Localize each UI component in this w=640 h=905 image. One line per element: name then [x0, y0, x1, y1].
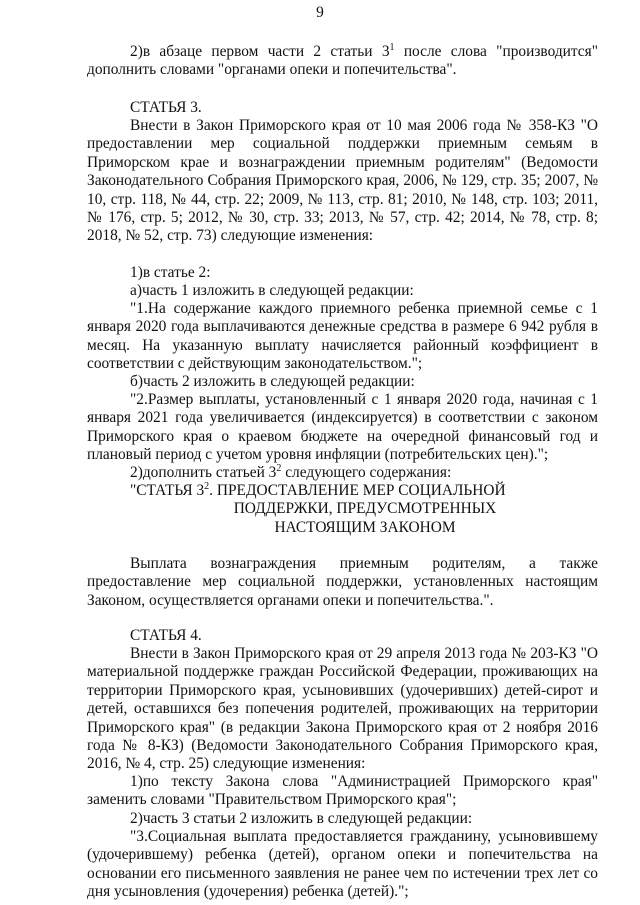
amendment-text: 2)в абзаце первом части 2 статьи $3^1$ после слова "производится" дополнить словами "органами опеки и попечительства". — [87, 42, 598, 79]
amendment-paragraph — [87, 43, 598, 80]
article-3-item-1b: б)часть 2 изложить в следующей редакции: — [130, 373, 415, 390]
article-3-quote-2: "2.Размер выплаты, установленный с 1 января 2020 года, начиная с 1 января 2021 года увеличивается (индексируется) в соответствии с законом Приморского края о краевом бюджете на очередной финансовый год и плановый период с учетом уровня инфляции (потребительских цен)."; — [87, 391, 598, 464]
article-4-item-2: 2)часть 3 статьи 2 изложить в следующей редакции: — [130, 810, 473, 827]
article-3-intro: Внести в Закон Приморского края от 10 мая 2006 года № 358-КЗ "О предоставлении мер социальной поддержки приемным семьям в Приморском крае и вознаграждении приемным родителям" (Ведомости Законодательного Собрания Приморского края, 2006, № 129, стр. 35; 2007, № 10, стр. 118, № 44, стр. 22; 2009, № 113, стр. 81; 2010, № 148, стр. 103; 2011, № 176, стр. 5; 2012, № 30, стр. 33; 2013, № 57, стр. 42; 2014, № 78, стр. 8; 2018, № 52, стр. 73) следующие изменения: — [87, 117, 598, 245]
article-4-intro: Внести в Закон Приморского края от 29 апреля 2013 года № 203-КЗ "О материальной поддержке граждан Российской Федерации, проживающих на территории Приморского края, усыновивших (удочеривших) детей-сирот и детей, оставшихся без попечения родителей, проживающих на территории Приморского края" (в редакции Закона Приморского края от 2 ноября 2016 года № 8-КЗ) (Ведомости Законодательного Собрания Приморского края, 2016, № 4, стр. 25) следующие изменения: — [87, 645, 598, 773]
article-3-item-1a: а)часть 1 изложить в следующей редакции: — [130, 282, 414, 299]
article-4-quote: "3.Социальная выплата предоставляется гражданину, усыновившему (удочерившему) ребенка (детей), органом опеки и попечительства на основании его письменного заявления не ранее чем по истечении трех лет со дня усыновления (удочерения) ребенка (детей)."; — [87, 828, 598, 901]
article-3-2-title: "СТАТЬЯ $3^2$. ПРЕДОСТАВЛЕНИЕ МЕР СОЦИАЛЬНОЙ ПОДДЕРЖКИ, ПРЕДУСМОТРЕННЫХ НАСТОЯЩИМ ЗАКОНОМ — [130, 481, 506, 536]
page-number: 9 — [316, 4, 324, 21]
article-3-item-2: 2)дополнить статьей $3^2$ следующего содержания: — [130, 463, 452, 481]
article-3-2-body: Выплата вознаграждения приемным родителям, а также предоставление мер социальной поддержки, установленных настоящим Законом, осуществляется органами опеки и попечительства.". — [87, 555, 598, 609]
article-3-item-1: 1)в статье 2: — [130, 264, 211, 281]
article-3-heading: СТАТЬЯ 3. — [130, 99, 202, 116]
article-4-heading: СТАТЬЯ 4. — [130, 627, 202, 644]
article-4-item-1: 1)по тексту Закона слова "Администрацией Приморского края" заменить словами "Правительством Приморского края"; — [87, 773, 598, 809]
article-3-quote-1: "1.На содержание каждого приемного ребенка приемной семье с 1 января 2020 года выплачиваются денежные средства в размере 6 942 рубля в месяц. На указанную выплату начисляется районный коэффициент в соответствии с действующим законодательством."; — [87, 300, 598, 373]
